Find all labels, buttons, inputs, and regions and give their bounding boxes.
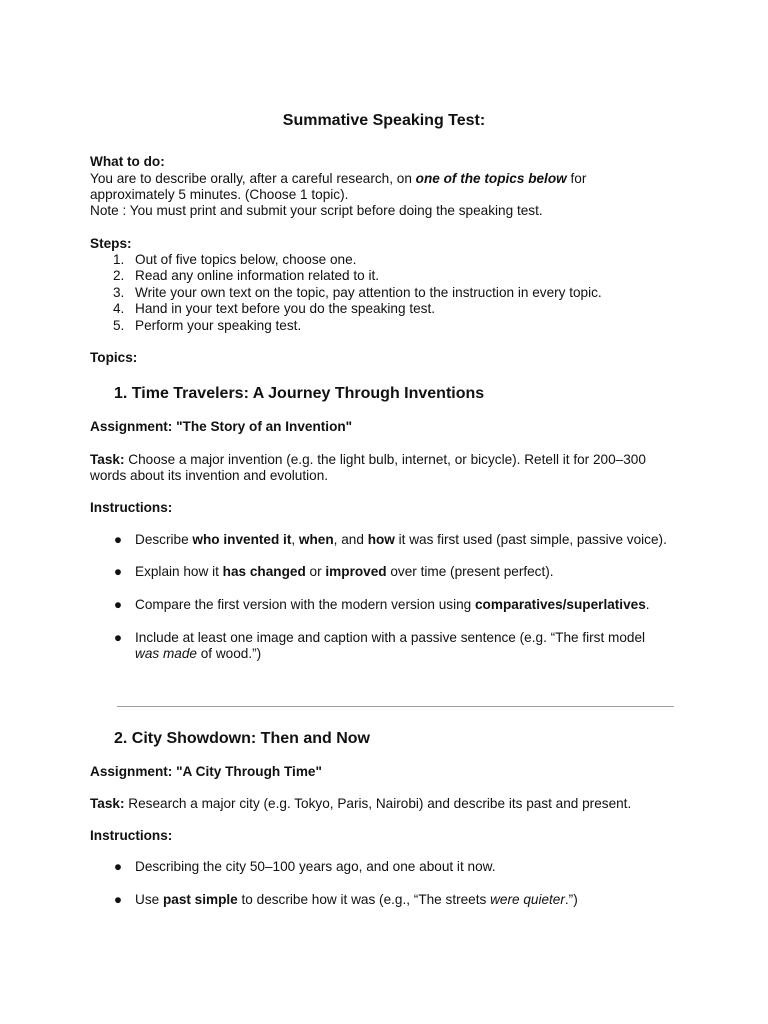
step-item: [113, 301, 713, 317]
task-text: Choose a major invention (e.g. the light bulb, internet, or bicycle). Retell it for 200–300: [124, 452, 646, 467]
bold-run: when: [298, 532, 334, 547]
task-text: Research a major city (e.g. Tokyo, Paris, Nairobi) and describe its past and present.: [124, 796, 632, 811]
bullet-icon: ●: [113, 564, 123, 579]
what-to-do-note: Note : You must print and submit your script before doing the speaking test.: [90, 203, 543, 218]
what-to-do-line-2: approximately 5 minutes. (Choose 1 topic).: [90, 187, 349, 202]
what-to-do-line-1-text: You are to describe orally, after a careful research, on: [90, 171, 416, 186]
step-text: Out of five topics below, choose one.: [135, 252, 357, 267]
step-text: Read any online information related to it.: [135, 268, 380, 283]
topic-2-instructions-heading: Instructions:: [90, 828, 173, 843]
step-number: 1.: [113, 252, 125, 267]
bold-run: has changed: [222, 564, 306, 579]
bullet-icon: ●: [113, 597, 123, 612]
text-run: to describe how it was (e.g., “The streets: [237, 892, 491, 907]
text-run: Use: [135, 892, 163, 907]
what-to-do-line-1-end: for: [566, 171, 587, 186]
text-run: over time (present perfect).: [386, 564, 554, 579]
step-text: Hand in your text before you do the speaking test.: [135, 301, 436, 316]
list-item-text: Describing the city 50–100 years ago, and one about it now.: [135, 859, 496, 874]
bullet-icon: ●: [113, 532, 123, 547]
list-item-text: [135, 564, 695, 580]
topic-1-instructions-heading: Instructions:: [90, 500, 173, 515]
task-label: Task:: [90, 796, 125, 811]
what-to-do-line-1: [90, 171, 690, 187]
bold-run: who invented it: [192, 532, 292, 547]
section-divider: [117, 706, 674, 707]
topic-1-heading: 1. Time Travelers: A Journey Through Inventions: [114, 385, 485, 402]
topic-1-task-line-1: [90, 452, 690, 468]
topic-2-heading: 2. City Showdown: Then and Now: [114, 730, 370, 747]
bold-run: comparatives/superlatives: [475, 597, 646, 612]
what-to-do-heading: What to do:: [90, 154, 165, 169]
text-run: ,: [291, 532, 299, 547]
text-run: of wood.”): [196, 646, 262, 662]
topic-2-task: [90, 796, 690, 812]
topics-heading: Topics:: [90, 350, 138, 365]
list-item-text: [135, 532, 695, 548]
steps-heading: Steps:: [90, 236, 132, 251]
text-run: or: [305, 564, 326, 579]
text-run: Explain how it: [135, 564, 223, 579]
bullet-icon: ●: [113, 892, 123, 907]
text-run: Describe: [135, 532, 193, 547]
document-title: Summative Speaking Test:: [282, 112, 486, 129]
topic-1-task-line-2: words about its invention and evolution.: [90, 468, 329, 483]
step-item: [113, 252, 713, 268]
list-item: [113, 532, 693, 549]
list-item: [113, 859, 693, 876]
bullet-icon: ●: [113, 630, 123, 645]
text-run: .: [645, 597, 650, 612]
list-item: [113, 564, 693, 581]
bold-run: how: [367, 532, 395, 547]
step-item: [113, 318, 713, 334]
italic-run: was made: [135, 646, 197, 662]
bold-run: past simple: [162, 892, 238, 907]
topics-below-emphasis: one of the topics below: [415, 171, 567, 186]
task-label: Task:: [90, 452, 125, 467]
text-run: Include at least one image and caption with a passive sentence (e.g. “The first model: [135, 630, 646, 645]
step-number: 4.: [113, 301, 125, 316]
step-number: 2.: [113, 268, 125, 283]
step-text: Write your own text on the topic, pay attention to the instruction in every topic.: [135, 285, 602, 300]
topic-2-assignment: Assignment: "A City Through Time": [90, 764, 322, 779]
step-number: 5.: [113, 318, 125, 333]
list-item-text: [135, 630, 695, 663]
italic-run: were quieter: [490, 892, 565, 907]
list-item-text: [135, 597, 695, 613]
text-run: .”): [564, 892, 578, 907]
list-item: [113, 630, 693, 664]
topic-1-assignment: Assignment: "The Story of an Invention": [90, 419, 353, 434]
list-item: [113, 597, 693, 614]
list-item-text: [135, 892, 695, 908]
step-item: [113, 285, 713, 301]
bullet-icon: ●: [113, 859, 123, 874]
bold-run: improved: [325, 564, 387, 579]
text-run: it was first used (past simple, passive voice).: [394, 532, 667, 547]
step-number: 3.: [113, 285, 125, 300]
text-run: , and: [333, 532, 368, 547]
step-text: Perform your speaking test.: [135, 318, 302, 333]
step-item: [113, 268, 713, 284]
text-run: Compare the first version with the modern version using: [135, 597, 475, 612]
list-item: [113, 892, 693, 909]
